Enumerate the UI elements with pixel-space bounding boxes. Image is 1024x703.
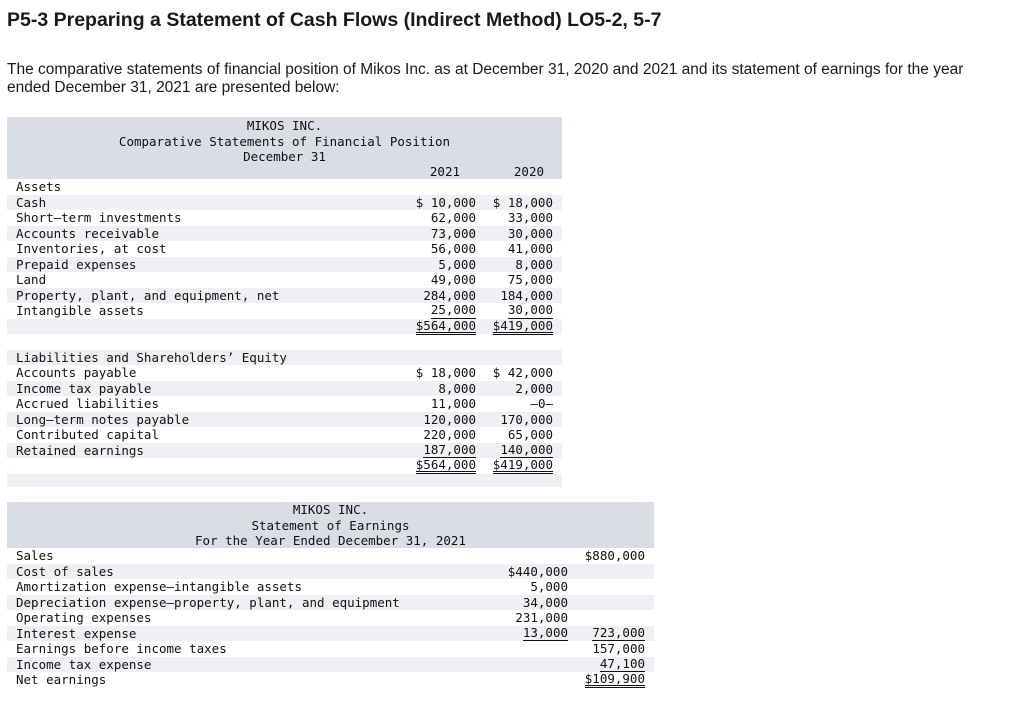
row-label: Interest expense: [16, 625, 137, 641]
section-heading-assets: [7, 179, 562, 195]
total-row: [7, 458, 562, 474]
row-label: Short–term investments: [16, 210, 182, 225]
table-row: [7, 381, 562, 397]
table-row: [7, 579, 654, 595]
financial-position-table: [7, 117, 562, 477]
value-2021: 5,000: [438, 256, 476, 272]
outer-amount: $880,000: [584, 548, 645, 563]
spacer-row: [7, 334, 562, 350]
table-row: [7, 672, 654, 688]
value-2021: $ 10,000: [415, 194, 476, 210]
row-label: Accounts receivable: [16, 225, 159, 241]
value-2021: 56,000: [430, 241, 476, 256]
table-row: [7, 626, 654, 642]
outer-amount: $109,900: [584, 671, 645, 686]
table-row: [7, 595, 654, 611]
problem-heading: P5-3 Preparing a Statement of Cash Flows (Indirect Method) LO5-2, 5-7: [7, 9, 662, 31]
value-2021: 187,000: [423, 441, 476, 457]
value-2021: 73,000: [430, 225, 476, 241]
earnings-body: [7, 548, 654, 701]
total-liabilities-equity-2021: $564,000: [415, 457, 476, 472]
row-label: Amortization expense–intangible assets: [16, 579, 302, 594]
company-name: MIKOS INC.: [292, 502, 369, 517]
statement-title: Statement of Earnings: [251, 517, 410, 533]
liabilities-heading: Liabilities and Shareholders’ Equity: [16, 349, 287, 365]
footer-row: [7, 474, 562, 487]
outer-amount: 723,000: [592, 624, 645, 640]
earnings-header: [7, 502, 654, 548]
table-row: [7, 657, 654, 673]
table-row: [7, 610, 654, 626]
financial-position-header: [7, 117, 562, 179]
row-label: Operating expenses: [16, 610, 152, 625]
table-row: [7, 365, 562, 381]
total-row: [7, 319, 562, 335]
row-label: Cost of sales: [16, 563, 114, 579]
table-row: [7, 226, 562, 242]
row-label: Earnings before income taxes: [16, 641, 227, 656]
row-label: Accounts payable: [16, 365, 137, 380]
row-label: Income tax expense: [16, 656, 152, 672]
section-heading-liabilities: [7, 350, 562, 366]
column-header-2021: 2021: [429, 164, 460, 179]
row-label: Land: [16, 272, 47, 287]
statement-title: Comparative Statements of Financial Position: [118, 133, 451, 149]
row-label: Sales: [16, 548, 54, 563]
row-label: Intangible assets: [16, 303, 144, 318]
table-row: [7, 396, 562, 412]
value-2021: 11,000: [430, 396, 476, 411]
inner-amount: $440,000: [507, 563, 568, 579]
table-row: [7, 548, 654, 564]
row-label: Income tax payable: [16, 380, 152, 396]
total-assets-2020: $419,000: [492, 317, 553, 333]
outer-amount: 157,000: [592, 641, 645, 656]
value-2020: 33,000: [507, 210, 553, 225]
row-label: Prepaid expenses: [16, 256, 137, 272]
table-row: [7, 412, 562, 428]
inner-amount: 34,000: [522, 594, 568, 610]
row-label: Retained earnings: [16, 442, 144, 458]
table-row: [7, 241, 562, 257]
inner-amount: 13,000: [522, 624, 568, 640]
row-label: Contributed capital: [16, 427, 159, 442]
inner-amount: 231,000: [515, 610, 568, 625]
row-label: Cash: [16, 194, 47, 210]
value-2020: $ 18,000: [492, 194, 553, 210]
row-label: Property, plant, and equipment, net: [16, 287, 280, 303]
company-name: MIKOS INC.: [246, 118, 323, 133]
value-2021: 220,000: [423, 427, 476, 442]
row-label: Accrued liabilities: [16, 396, 159, 411]
row-label: Inventories, at cost: [16, 241, 167, 256]
table-row: [7, 641, 654, 657]
table-row: [7, 257, 562, 273]
value-2020: 30,000: [507, 302, 553, 317]
table-row: [7, 272, 562, 288]
table-row: [7, 564, 654, 580]
financial-position-body: [7, 179, 562, 487]
column-header-2020: 2020: [513, 164, 544, 179]
total-liabilities-equity-2020: $419,000: [492, 457, 553, 472]
value-2021: 284,000: [423, 287, 476, 303]
value-2020: $ 42,000: [492, 365, 553, 380]
footer-row: [7, 688, 654, 701]
statement-period: For the Year Ended December 31, 2021: [195, 533, 466, 548]
value-2020: 41,000: [507, 241, 553, 256]
value-2020: 170,000: [500, 411, 553, 427]
value-2020: 8,000: [515, 256, 553, 272]
table-row: [7, 210, 562, 226]
table-row: [7, 427, 562, 443]
value-2020: 30,000: [507, 225, 553, 241]
table-row: [7, 195, 562, 211]
row-label: Depreciation expense–property, plant, and equipment: [16, 594, 400, 610]
statement-date: December 31: [243, 149, 326, 164]
row-label: Net earnings: [16, 672, 107, 687]
value-2021: 8,000: [438, 380, 476, 396]
value-2020: 140,000: [500, 441, 553, 457]
value-2021: 62,000: [430, 210, 476, 225]
total-assets-2021: $564,000: [415, 317, 476, 333]
inner-amount: 5,000: [530, 579, 568, 594]
value-2020: –0–: [530, 396, 553, 411]
row-label: Long–term notes payable: [16, 411, 190, 427]
value-2020: 2,000: [515, 380, 553, 396]
table-row: [7, 443, 562, 459]
value-2020: 75,000: [507, 272, 553, 287]
table-row: [7, 288, 562, 304]
problem-intro: The comparative statements of financial position of Mikos Inc. as at December 31, 2020 and 2021 and its statement of earnings for the year ended December 31, 2021 are presented below:: [7, 61, 964, 96]
value-2021: $ 18,000: [415, 365, 476, 380]
value-2020: 65,000: [507, 427, 553, 442]
value-2021: 120,000: [423, 411, 476, 427]
value-2020: 184,000: [500, 287, 553, 303]
value-2021: 49,000: [430, 272, 476, 287]
assets-heading: Assets: [16, 179, 62, 194]
value-2021: 25,000: [430, 302, 476, 317]
outer-amount: 47,100: [599, 655, 645, 671]
table-row: [7, 303, 562, 319]
statement-of-earnings-table: [7, 502, 654, 698]
